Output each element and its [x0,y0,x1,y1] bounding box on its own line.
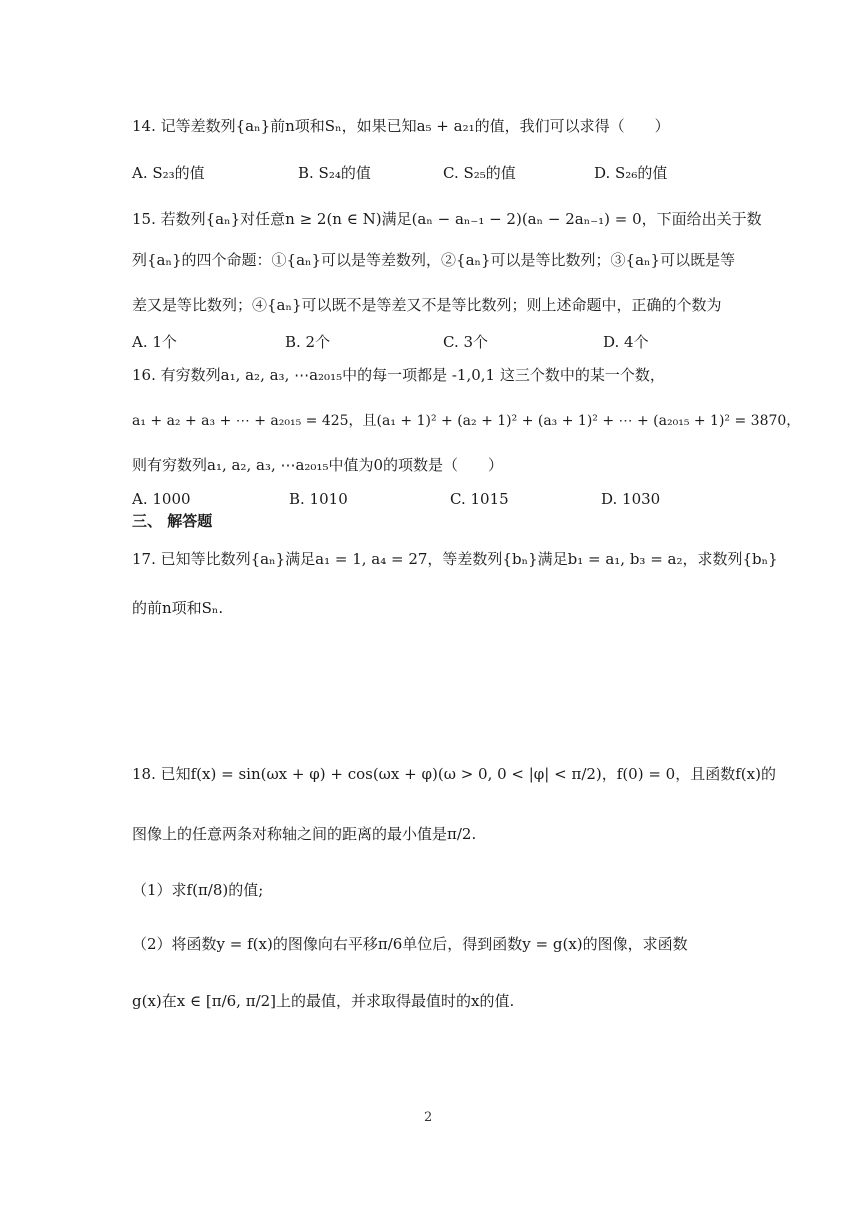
q15-option-a: A. 1个 [132,333,177,351]
q14-option-c: C. S₂₅的值 [443,164,516,182]
q14-option-d: D. S₂₆的值 [594,164,668,182]
q16-option-d: D. 1030 [601,490,661,508]
q15-option-b: B. 2个 [285,333,331,351]
q15-line-1: 15. 若数列{aₙ}对任意n ≥ 2(n ∈ N)满足(aₙ − aₙ₋₁ − 2)(aₙ − 2aₙ₋₁) = 0，下面给出关于数 [132,210,762,228]
q17-line-1: 17. 已知等比数列{aₙ}满足a₁ = 1, a₄ = 27，等差数列{bₙ}满足b₁ = a₁, b₃ = a₂，求数列{bₙ} [132,550,778,568]
q15-line-3: 差又是等比数列；④{aₙ}可以既不是等差又不是等比数列；则上述命题中，正确的个数为 [132,296,722,314]
q16-option-a: A. 1000 [132,490,191,508]
q14-option-a: A. S₂₃的值 [132,164,205,182]
q16-option-b: B. 1010 [289,490,348,508]
q14-stem: 14. 记等差数列{aₙ}前n项和Sₙ，如果已知a₅ + a₂₁的值，我们可以求得（ ） [132,117,670,135]
q17-line-2: 的前n项和Sₙ. [132,599,224,617]
q15-option-d: D. 4个 [603,333,649,351]
q18-line-2: 图像上的任意两条对称轴之间的距离的最小值是π/2. [132,825,477,843]
q18-part-1: （1）求f(π/8)的值; [132,881,264,899]
q15-option-c: C. 3个 [443,333,489,351]
q18-part-2: （2）将函数y = f(x)的图像向右平移π/6单位后，得到函数y = g(x)的图像，求函数 [132,935,688,953]
q15-line-2: 列{aₙ}的四个命题：①{aₙ}可以是等差数列，②{aₙ}可以是等比数列；③{aₙ}可以既是等 [132,251,736,269]
page-number: 2 [424,1110,433,1125]
q18-part-2-cont: g(x)在x ∈ [π/6, π/2]上的最值，并求取得最值时的x的值. [132,992,515,1010]
q14-option-b: B. S₂₄的值 [298,164,371,182]
q16-line-2: a₁ + a₂ + a₃ + ⋯ + a₂₀₁₅ = 425，且(a₁ + 1)² + (a₂ + 1)² + (a₃ + 1)² + ⋯ + (a₂₀₁₅ + 1)² = 3870， [132,413,801,429]
section-heading-solutions: 三、 解答题 [132,512,213,530]
q18-line-1: 18. 已知f(x) = sin(ωx + φ) + cos(ωx + φ)(ω > 0, 0 < |φ| < π/2)，f(0) = 0，且函数f(x)的 [132,765,776,783]
q16-option-c: C. 1015 [450,490,509,508]
q16-line-1: 16. 有穷数列a₁, a₂, a₃, ⋯a₂₀₁₅中的每一项都是 -1,0,1 这三个数中的某一个数， [132,366,665,384]
q16-line-3: 则有穷数列a₁, a₂, a₃, ⋯a₂₀₁₅中值为0的项数是（ ） [132,456,504,474]
